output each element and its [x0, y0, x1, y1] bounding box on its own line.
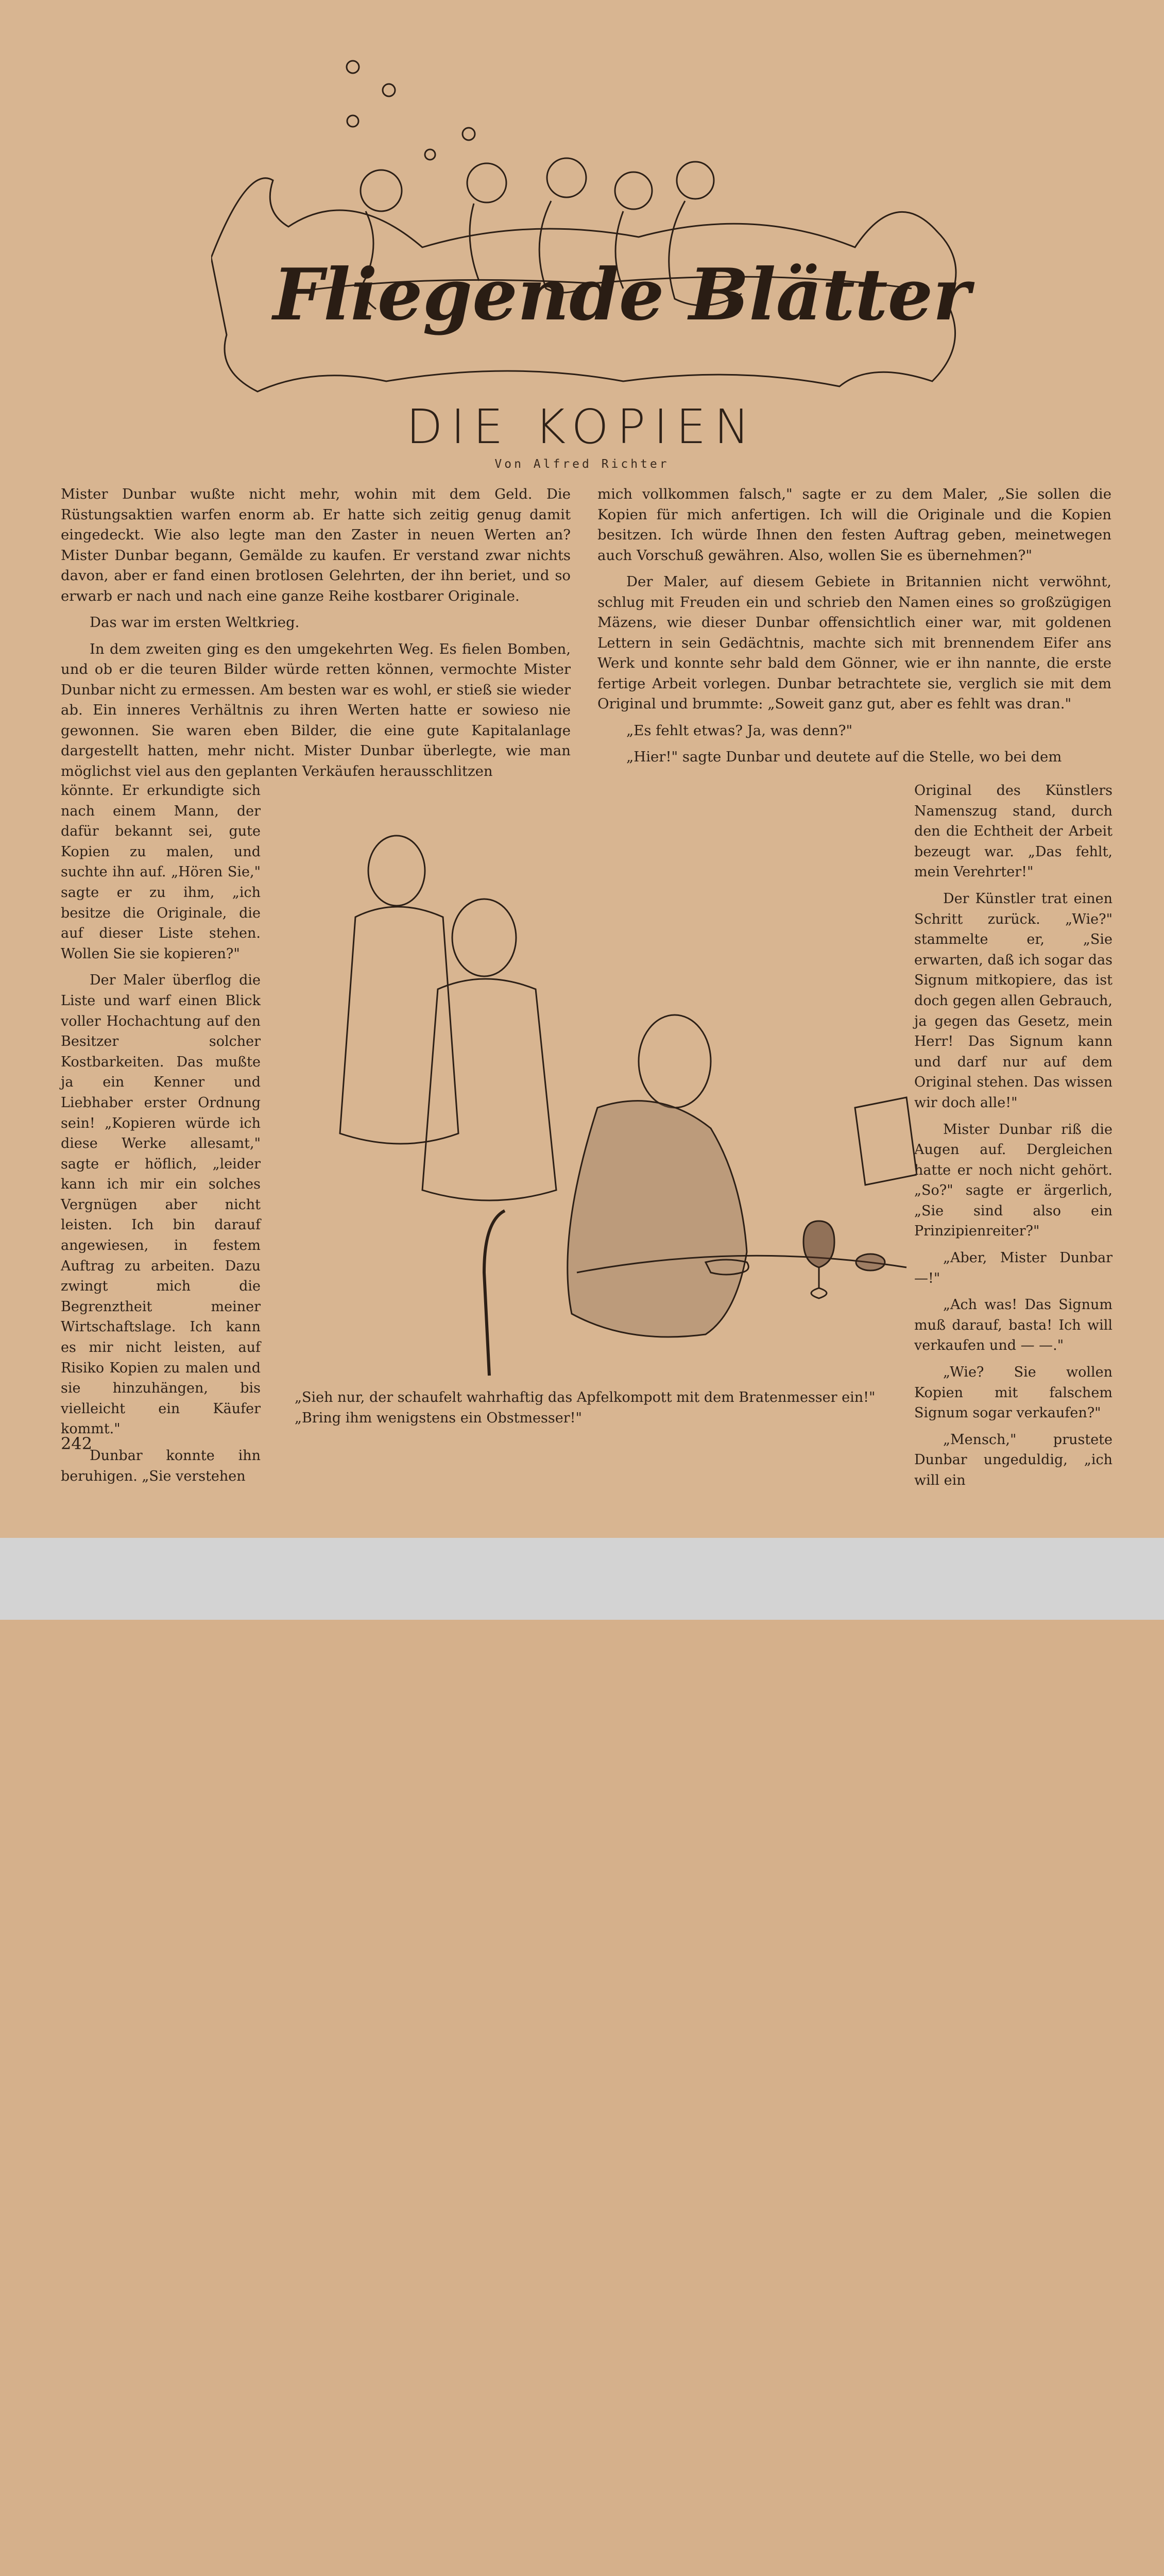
paragraph: Der Maler überflog die Liste und warf einen Blick voller Hochachtung auf den Besitzer solcher Kostbarkeiten. Das mußte ja ein Kenner und Liebhaber erster Ordnung sein! „Kopieren würde ich diese Werke allesamt," sagte er höflich, „leider kann ich mir ein solches Vergnügen aber nicht leisten. Ich bin darauf angewiesen, in festem Auftrag zu arbeiten. Dazu zwingt mich die Begrenztheit meiner Wirtschaftslage. Ich kann es mir nicht leisten, auf Risiko Kopien zu malen und sie hinzuhängen, bis vielleicht ein Käufer kommt." [61, 972, 261, 1437]
waiter-one-body [340, 907, 458, 1144]
right-column-top [597, 484, 1111, 774]
masthead-illustration [211, 52, 1004, 407]
caption-line: „Bring ihm wenigstens ein Obstmesser!" [295, 1410, 582, 1426]
bread-roll [856, 1254, 885, 1270]
page-number: 242 [61, 1434, 93, 1453]
paragraph: „Es fehlt etwas? Ja, was denn?" [626, 722, 853, 739]
paragraph: Der Maler, auf diesem Gebiete in Britannien nicht verwöhnt, schlug mit Freuden ein und schrieb den Namen eines so großzügigen Mäzens, wie dieser Dunbar offensichtlich einer war, mit goldenen Lettern in sein Gedächtnis, machte sich mit brennendem Eifer ans Werk und konnte sehr bald dem Gönner, wie er ihn nannte, die erste fertige Arbeit vorlegen. Dunbar betrachtete sie, verglich sie mit dem Original und brummte: „Soweit ganz gut, aber es fehlt was dran." [597, 573, 1111, 712]
article-title: DIE KOPIEN [406, 399, 758, 454]
masthead-title: Fliegende Blätter [273, 252, 971, 336]
right-column-bottom [914, 781, 1112, 1497]
left-column-bottom [61, 781, 261, 1493]
menu-card [855, 1097, 917, 1185]
paragraph: Dunbar konnte ihn beruhigen. „Sie verstehen [61, 1448, 261, 1484]
paragraph: Der Künstler trat einen Schritt zurück. „Wie?" stammelte er, „Sie erwarten, daß ich sogar das Signum mitkopiere, das ist doch gegen allen Gebrauch, ja gegen das Gesetz, mein Herr! Das Signum kann und darf nur auf dem Original stehen. Das wissen wir doch alle!" [914, 890, 1112, 1111]
paragraph: „Wie? Sie wollen Kopien mit falschem Signum sogar verkaufen?" [914, 1364, 1112, 1421]
paragraph: „Aber, Mister Dunbar —!" [914, 1250, 1112, 1286]
restaurant-illustration [278, 819, 917, 1378]
illustration-caption [295, 1387, 913, 1429]
paragraph: könnte. Er erkundigte sich nach einem Mann, der dafür bekannt sei, gute Kopien zu malen, und suchte ihn auf. „Hören Sie," sagte er zu ihm, „ich besitze die Originale, die auf dieser Liste stehen. Wollen Sie sie kopieren?" [61, 783, 261, 962]
waiter-one-head [368, 836, 425, 906]
paragraph: Das war im ersten Weltkrieg. [90, 614, 300, 631]
paragraph: „Mensch," prustete Dunbar ungeduldig, „ich will ein [914, 1431, 1112, 1488]
diner-body [568, 1101, 747, 1337]
paragraph: „Ach was! Das Signum muß darauf, basta! Ich will verkaufen und — —." [914, 1297, 1112, 1354]
paragraph: Mister Dunbar wußte nicht mehr, wohin mit dem Geld. Die Rüstungsaktien warfen enorm ab. Er hatte sich zeitig genug damit eingedeckt. Wie also legte man den Zaster in neuen Werten an? Mister Dunbar begann, Gemälde zu kaufen. Er verstand zwar nichts davon, aber er fand einen brotlosen Gelehrten, der ihn beriet, und so erwarb er nach und nach eine ganze Reihe kostbarer Originale. [61, 486, 571, 604]
article-byline: Von Alfred Richter [494, 457, 670, 471]
paragraph: Original des Künstlers Namenszug stand, durch den die Echtheit der Arbeit bezeugt war. „Das fehlt, mein Verehrter!" [914, 783, 1112, 880]
wine-glass-stem [811, 1267, 827, 1298]
paragraph: „Hier!" sagte Dunbar und deutete auf die Stelle, wo bei dem [626, 749, 1062, 765]
wine-glass [803, 1221, 834, 1267]
paragraph: Mister Dunbar riß die Augen auf. Dergleichen hatte er noch nicht gehört. „So?" sagte er ärgerlich, „Sie sind also ein Prinzipienreiter?" [914, 1121, 1112, 1240]
viewer-footer [0, 1538, 1164, 1620]
caption-line: „Sieh nur, der schaufelt wahrhaftig das Apfelkompott mit dem Bratenmesser ein!" [295, 1389, 876, 1405]
waiter-two-head [452, 899, 516, 976]
paragraph: In dem zweiten ging es den umgekehrten Weg. Es fielen Bomben, und ob er die teuren Bilder würde retten können, vermochte Mister Dunbar nicht zu ermessen. Am besten war es wohl, er stieß sie wieder ab. Ein inneres Verhältnis zu ihren Werten hatte er sowieso nie gewonnen. Sie waren eben Bilder, die eine gute Kapitalanlage dargestellt hatten, mehr nicht. Mister Dunbar überlegte, wie man möglichst viel aus den geplanten Verkäufen herausschlitzen [61, 640, 571, 779]
waiter-two-body [422, 979, 556, 1200]
chair [484, 1211, 505, 1376]
paragraph: mich vollkommen falsch," sagte er zu dem Maler, „Sie sollen die Kopien für mich anfertigen. Ich will die Originale und die Kopien besitzen. Ich würde Ihnen den festen Auftrag geben, meinetwegen auch Vorschuß gewähren. Also, wollen Sie es übernehmen?" [597, 486, 1111, 564]
diner-head [639, 1015, 711, 1108]
left-column-top [61, 484, 571, 788]
